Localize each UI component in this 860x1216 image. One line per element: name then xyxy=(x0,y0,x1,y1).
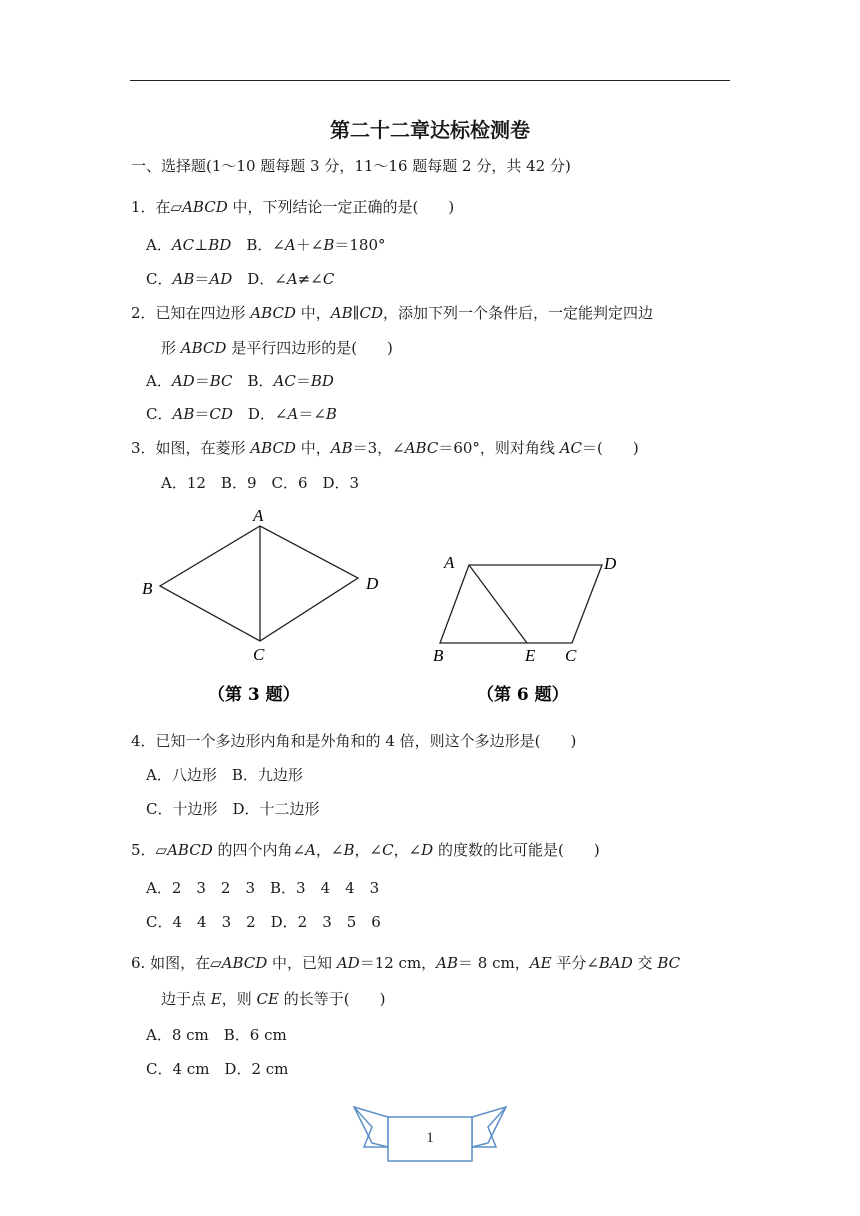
q3-options: A．12 B．9 C．6 D．3 xyxy=(161,474,360,492)
q5-options-ab: A．2 3 2 3 B．3 4 4 3 xyxy=(146,879,380,897)
question-2-cont: 形 ABCD 是平行四边形的是( ) xyxy=(161,339,393,357)
q1-options-ab: A．AC⊥BD B．∠A＋∠B＝180° xyxy=(146,236,386,254)
label-d: D xyxy=(366,574,379,593)
segment-ae xyxy=(469,565,527,643)
section-heading: 一、选择题(1～10 题每题 3 分，11～16 题每题 2 分，共 42 分) xyxy=(131,157,571,175)
label-b: B xyxy=(142,579,153,598)
q4-options-cd: C．十边形 D．十二边形 xyxy=(146,800,320,818)
q6-options-cd: C．4 cm D．2 cm xyxy=(146,1060,289,1078)
q2-options-ab: A．AD＝BC B．AC＝BD xyxy=(146,372,334,390)
parallelogram-outline xyxy=(440,565,602,643)
question-2: 2．已知在四边形 ABCD 中，AB∥CD，添加下列一个条件后，一定能判定四边 xyxy=(131,304,654,322)
label-c: C xyxy=(565,646,577,665)
label-b: B xyxy=(433,646,444,665)
figure-3-rhombus xyxy=(130,500,400,715)
q4-options-ab: A．八边形 B．九边形 xyxy=(146,766,303,784)
figure-3-caption: （第 3 题） xyxy=(208,685,300,705)
label-d: D xyxy=(604,554,617,573)
rhombus-outline xyxy=(160,526,358,641)
q2-options-cd: C．AB＝CD D．∠A＝∠B xyxy=(146,405,337,423)
question-6: 6. 如图，在▱ABCD 中，已知 AD＝12 cm，AB＝ 8 cm，AE 平分∠BAD 交 BC xyxy=(131,954,681,972)
question-4: 4．已知一个多边形内角和是外角和的 4 倍，则这个多边形是( ) xyxy=(131,732,577,750)
question-3: 3．如图，在菱形 ABCD 中，AB＝3，∠ABC＝60°，则对角线 AC＝( ) xyxy=(131,439,639,457)
q5-options-cd: C．4 4 3 2 D．2 3 5 6 xyxy=(146,913,381,931)
question-6-cont: 边于点 E，则 CE 的长等于( ) xyxy=(161,990,386,1008)
question-5: 5．▱ABCD 的四个内角∠A，∠B，∠C，∠D 的度数的比可能是( ) xyxy=(131,841,600,859)
figure-6-parallelogram xyxy=(425,545,625,715)
question-1: 1．在▱ABCD 中，下列结论一定正确的是( ) xyxy=(131,198,455,216)
label-a: A xyxy=(253,506,264,525)
q1-options-cd: C．AB＝AD D．∠A≠∠C xyxy=(146,270,335,288)
q6-options-ab: A．8 cm B．6 cm xyxy=(146,1026,287,1044)
page-number: 1 xyxy=(426,1130,434,1146)
figure-6-caption: （第 6 题） xyxy=(477,685,569,705)
label-a: A xyxy=(444,553,455,572)
label-c: C xyxy=(253,645,265,664)
page-title: 第二十二章达标检测卷 xyxy=(330,118,530,142)
label-e: E xyxy=(525,646,536,665)
top-rule xyxy=(130,80,730,81)
